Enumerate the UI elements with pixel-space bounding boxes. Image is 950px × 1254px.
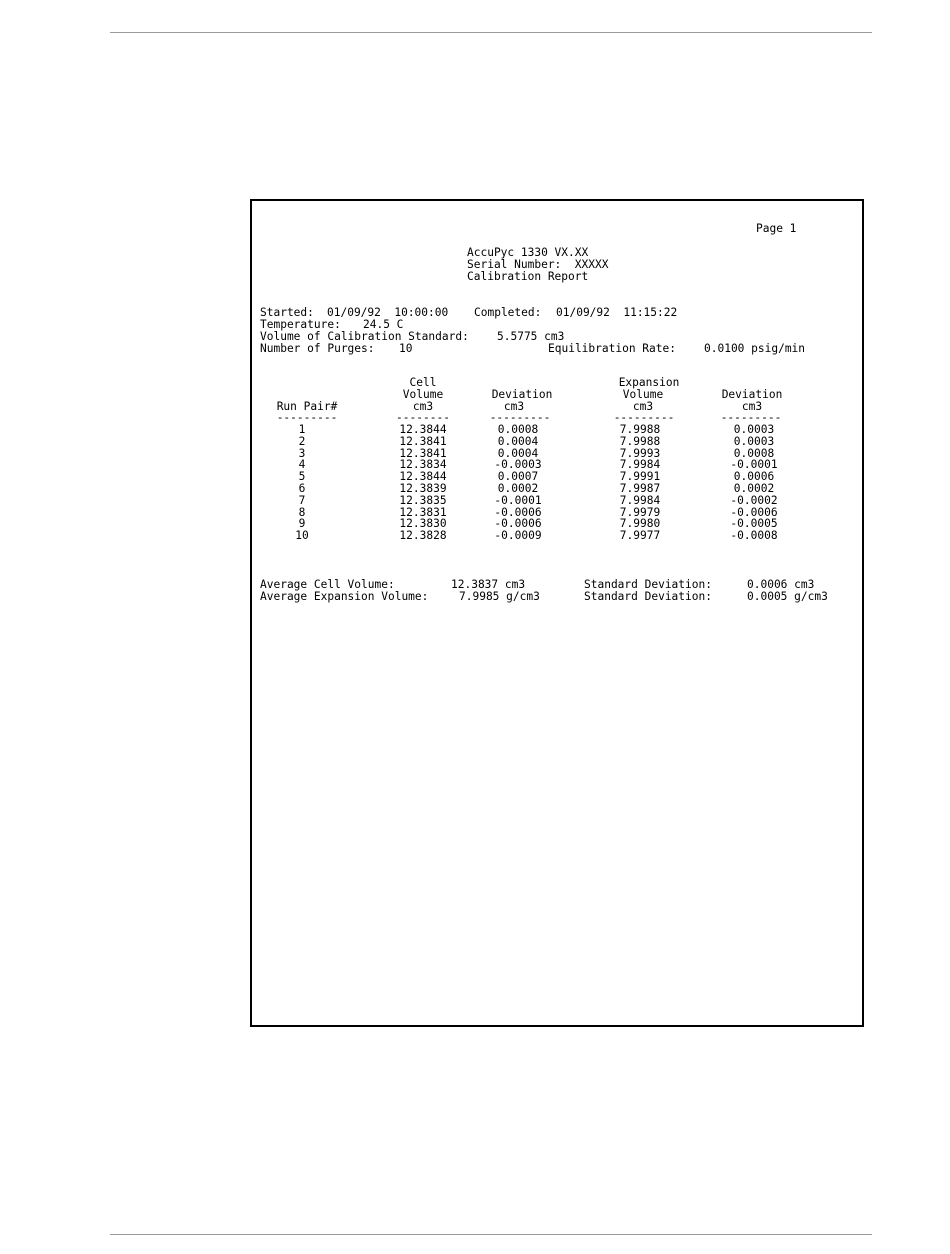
col-cell-volume-l2: Volume <box>402 388 444 401</box>
cell-expansion-deviation: -0.0001 <box>730 458 778 472</box>
cell-cell-deviation: 0.0007 <box>497 470 539 484</box>
cell-expansion-deviation: -0.0008 <box>730 529 778 543</box>
top-rule <box>110 32 872 33</box>
cell-expansion-volume: 7.9980 <box>619 517 661 531</box>
cell-expansion-volume: 7.9993 <box>619 446 661 460</box>
cell-cell-deviation: 0.0008 <box>497 423 539 436</box>
avg-expansion-volume-label: Average Expansion Volume: <box>260 590 429 603</box>
cell-run-pair: 8 <box>298 505 306 519</box>
completed-value: 01/09/92 11:15:22 <box>556 306 678 319</box>
page-number: Page 1 <box>756 222 797 235</box>
cell-run-pair: 6 <box>298 482 306 495</box>
col-cell-deviation-l2: Deviation <box>491 388 553 401</box>
avg-cell-volume-value: 12.3837 cm3 <box>451 578 526 591</box>
calibration-standard-label: Volume of Calibration Standard: <box>260 330 469 343</box>
cell-cell-deviation: 0.0004 <box>497 434 539 448</box>
started-value: 01/09/92 10:00:00 <box>327 306 449 319</box>
instrument-name: AccuPyc 1330 VX.XX <box>467 246 589 259</box>
serial-number: Serial Number: XXXXX <box>467 258 609 271</box>
bottom-rule <box>110 1234 872 1235</box>
equilibration-label: Equilibration Rate: <box>548 342 676 355</box>
col-run-pair-l3: Run Pair# <box>276 400 338 413</box>
cell-run-pair: 4 <box>298 458 306 472</box>
cell-expansion-deviation: -0.0002 <box>730 493 778 507</box>
temperature-label: Temperature: <box>260 318 341 331</box>
temperature-value: 24.5 C <box>363 318 404 331</box>
col-cell-deviation-rule: --------- <box>489 411 551 424</box>
col-expansion-volume-l3: cm3 <box>632 400 654 413</box>
calibration-standard-value: 5.5775 cm3 <box>497 330 565 343</box>
equilibration-value: 0.0100 psig/min <box>704 342 806 355</box>
cell-run-pair: 2 <box>298 434 306 448</box>
cell-cell-volume: 12.3831 <box>399 505 447 519</box>
cell-cell-volume: 12.3844 <box>399 423 447 436</box>
cell-cell-deviation: -0.0009 <box>494 529 542 543</box>
cell-cell-volume: 12.3830 <box>399 517 447 531</box>
cell-run-pair: 9 <box>298 517 306 531</box>
cell-expansion-volume: 7.9977 <box>619 529 661 543</box>
cell-cell-deviation: 0.0002 <box>497 482 539 495</box>
col-cell-volume-l3: cm3 <box>412 400 434 413</box>
cell-expansion-deviation: -0.0006 <box>730 505 778 519</box>
cell-cell-volume: 12.3835 <box>399 493 447 507</box>
cell-expansion-volume: 7.9979 <box>619 505 661 519</box>
sd-expansion-value: 0.0005 g/cm3 <box>747 590 828 603</box>
cell-run-pair: 3 <box>298 446 306 460</box>
col-expansion-deviation-l2: Deviation <box>721 388 783 401</box>
purges-value: 10 <box>399 342 413 355</box>
cell-expansion-volume: 7.9991 <box>619 470 661 484</box>
calibration-report <box>250 199 864 1027</box>
avg-cell-volume-label: Average Cell Volume: <box>260 578 395 591</box>
col-expansion-volume-l2: Volume <box>622 388 664 401</box>
cell-run-pair: 10 <box>295 529 309 543</box>
avg-expansion-volume-value: 7.9985 g/cm3 <box>459 590 540 603</box>
cell-cell-volume: 12.3834 <box>399 458 447 472</box>
sd-cell-label: Standard Deviation: <box>584 578 712 591</box>
cell-expansion-deviation: 0.0002 <box>733 482 775 495</box>
cell-run-pair: 5 <box>298 470 306 484</box>
purges-label: Number of Purges: <box>260 342 375 355</box>
col-expansion-volume-l1: Expansion <box>618 376 680 389</box>
started-label: Started: <box>260 306 314 319</box>
sd-cell-value: 0.0006 cm3 <box>747 578 815 591</box>
cell-expansion-volume: 7.9984 <box>619 458 661 472</box>
col-run-pair-rule: --------- <box>276 411 338 424</box>
cell-cell-deviation: 0.0004 <box>497 446 539 460</box>
col-cell-deviation-l3: cm3 <box>503 400 525 413</box>
cell-run-pair: 1 <box>298 423 306 436</box>
cell-cell-deviation: -0.0001 <box>494 493 542 507</box>
cell-cell-volume: 12.3844 <box>399 470 447 484</box>
cell-expansion-deviation: 0.0003 <box>733 423 775 436</box>
col-expansion-deviation-rule: --------- <box>720 411 782 424</box>
cell-cell-deviation: -0.0006 <box>494 517 542 531</box>
cell-expansion-volume: 7.9988 <box>619 434 661 448</box>
col-expansion-volume-rule: --------- <box>613 411 675 424</box>
cell-expansion-volume: 7.9988 <box>619 423 661 436</box>
sd-expansion-label: Standard Deviation: <box>584 590 712 603</box>
cell-expansion-deviation: -0.0005 <box>730 517 778 531</box>
col-cell-volume-rule: -------- <box>396 411 450 424</box>
cell-expansion-volume: 7.9987 <box>619 482 661 495</box>
cell-run-pair: 7 <box>298 493 306 507</box>
cell-expansion-volume: 7.9984 <box>619 493 661 507</box>
completed-label: Completed: <box>474 306 542 319</box>
cell-expansion-deviation: 0.0008 <box>733 446 775 460</box>
cell-cell-volume: 12.3841 <box>399 434 447 448</box>
cell-cell-volume: 12.3841 <box>399 446 447 460</box>
col-expansion-deviation-l3: cm3 <box>741 400 763 413</box>
col-cell-volume-l1: Cell <box>409 376 437 389</box>
cell-expansion-deviation: 0.0006 <box>733 470 775 484</box>
report-title: Calibration Report <box>467 270 589 283</box>
cell-expansion-deviation: 0.0003 <box>733 434 775 448</box>
cell-cell-deviation: -0.0003 <box>494 458 542 472</box>
cell-cell-volume: 12.3839 <box>399 482 447 495</box>
cell-cell-volume: 12.3828 <box>399 529 447 543</box>
cell-cell-deviation: -0.0006 <box>494 505 542 519</box>
